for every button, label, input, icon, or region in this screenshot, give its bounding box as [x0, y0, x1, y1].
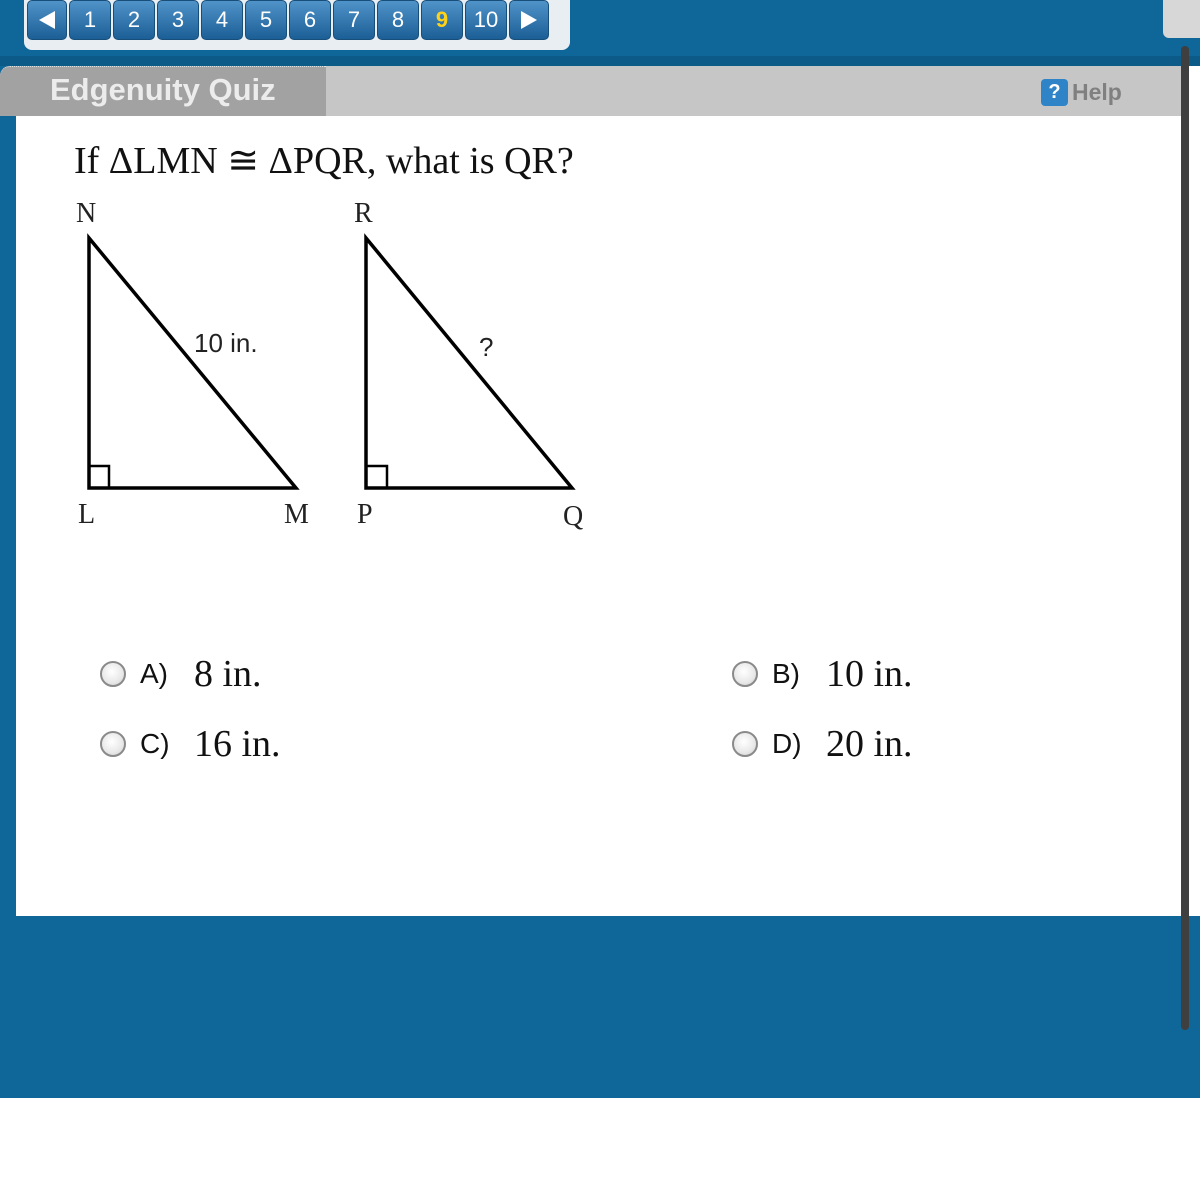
page-button-9-current[interactable]: 9	[421, 0, 463, 40]
answer-choice-d[interactable]	[732, 722, 913, 766]
help-icon: ?	[1041, 79, 1068, 106]
right-angle-marker-p	[366, 466, 387, 488]
footer-bar	[0, 916, 1200, 1098]
choice-text-b: 10 in.	[826, 653, 913, 695]
answer-choice-b[interactable]	[732, 652, 913, 696]
left-arrow-icon	[37, 9, 57, 31]
page-button-8[interactable]: 8	[377, 0, 419, 40]
radio-button-a[interactable]	[100, 661, 126, 687]
page-button-5[interactable]: 5	[245, 0, 287, 40]
choice-text-d: 20 in.	[826, 723, 913, 765]
right-angle-marker-l	[89, 466, 109, 488]
side-label-rq: ?	[479, 332, 494, 362]
vertex-label-r: R	[354, 198, 373, 229]
corner-tab	[1163, 0, 1200, 38]
answer-choice-c[interactable]	[100, 722, 281, 766]
help-label: Help	[1072, 78, 1122, 105]
page-button-3[interactable]: 3	[157, 0, 199, 40]
page-button-2[interactable]: 2	[113, 0, 155, 40]
previous-question-button[interactable]	[27, 0, 67, 40]
radio-button-b[interactable]	[732, 661, 758, 687]
triangle-lmn	[76, 198, 309, 530]
choice-letter-a: A)	[140, 658, 168, 689]
vertex-label-p: P	[357, 499, 373, 530]
side-label-nm: 10 in.	[194, 328, 258, 358]
question-text: If ΔLMN ≅ ΔPQR, what is QR?	[74, 140, 574, 182]
vertex-label-m: M	[284, 499, 309, 530]
radio-button-d[interactable]	[732, 731, 758, 757]
answer-choice-a[interactable]	[100, 652, 262, 696]
congruent-triangles-diagram	[60, 190, 620, 550]
choice-text-a: 8 in.	[194, 653, 262, 695]
page-button-10[interactable]: 10	[465, 0, 507, 40]
page-button-6[interactable]: 6	[289, 0, 331, 40]
triangle-pqr	[354, 198, 583, 532]
next-question-button[interactable]	[509, 0, 549, 40]
vertex-label-q: Q	[563, 501, 584, 532]
help-button[interactable]	[1041, 78, 1122, 106]
choice-letter-c: C)	[140, 728, 170, 759]
vertex-label-l: L	[78, 499, 96, 530]
quiz-title: Edgenuity Quiz	[50, 72, 276, 107]
choice-letter-b: B)	[772, 658, 800, 689]
page-button-7[interactable]: 7	[333, 0, 375, 40]
top-bar-strip	[0, 56, 1200, 66]
choice-text-c: 16 in.	[194, 723, 281, 765]
choice-letter-d: D)	[772, 728, 802, 759]
radio-button-c[interactable]	[100, 731, 126, 757]
question-pager	[24, 0, 570, 50]
vertex-label-n: N	[76, 198, 97, 229]
page-button-1[interactable]: 1	[69, 0, 111, 40]
vertical-scrollbar[interactable]	[1181, 46, 1189, 1030]
frame-left-edge	[0, 66, 16, 916]
right-arrow-icon	[519, 9, 539, 31]
page-button-4[interactable]: 4	[201, 0, 243, 40]
